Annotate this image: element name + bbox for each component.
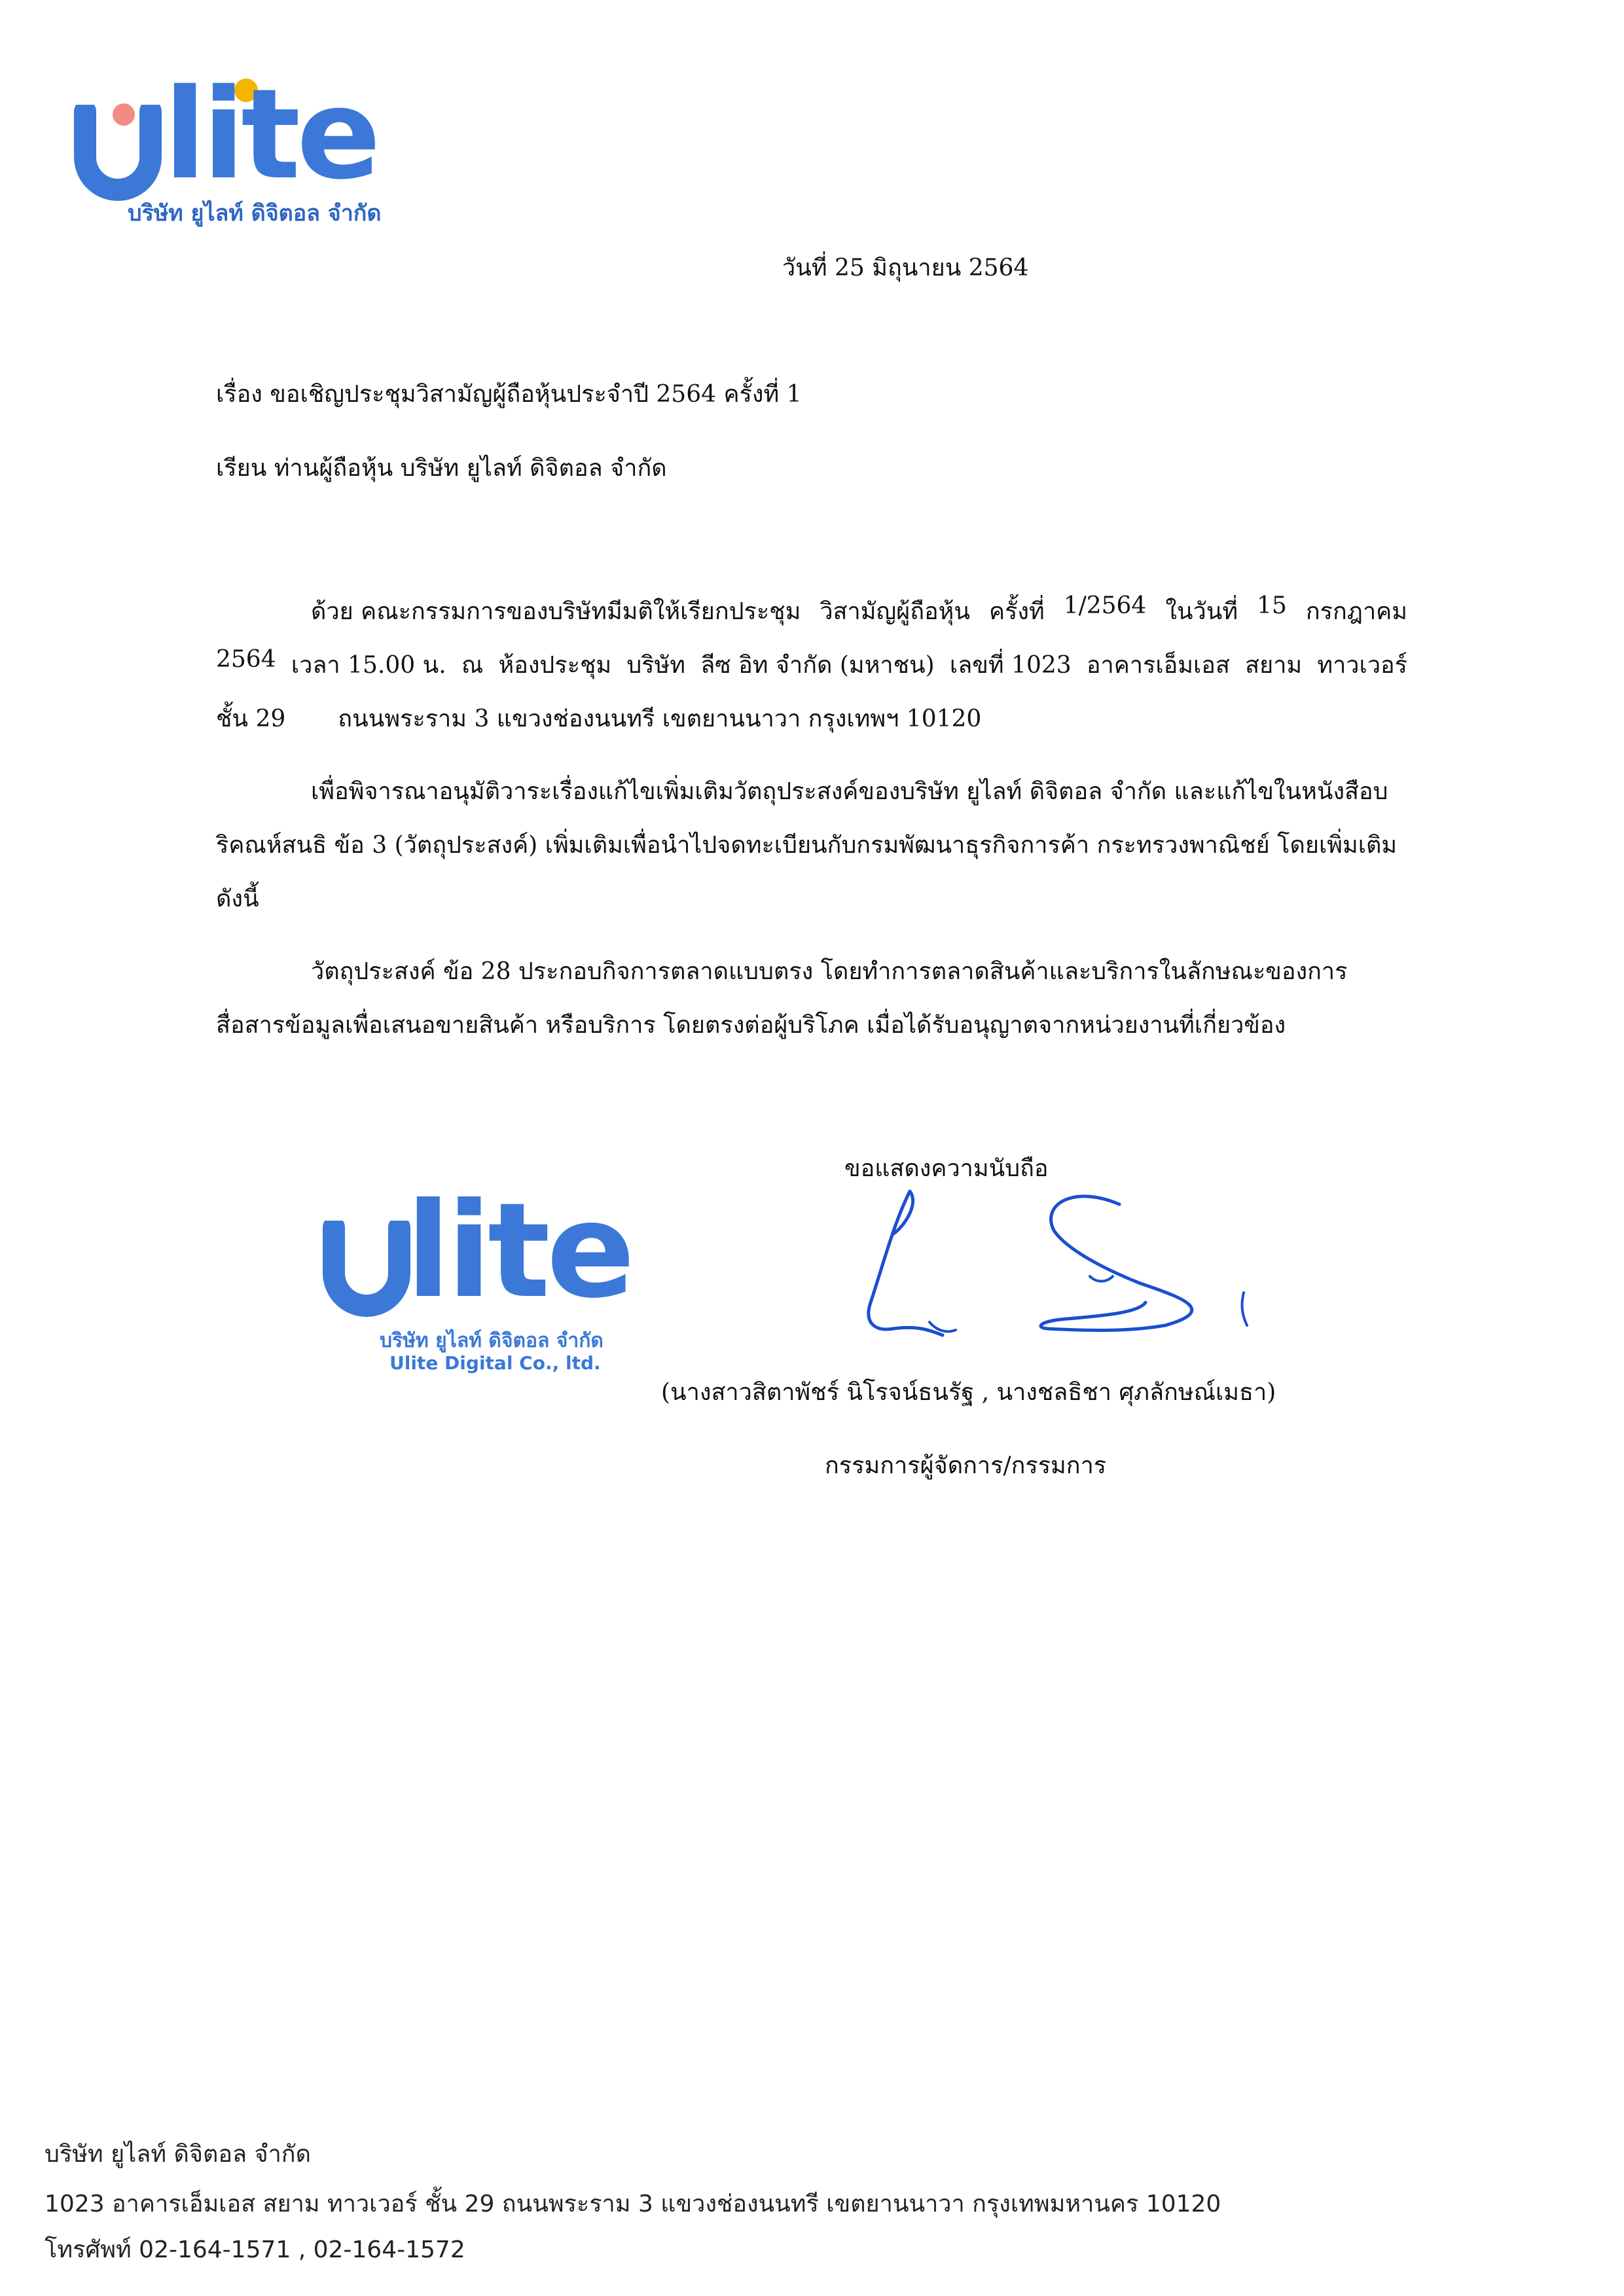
paragraph-line: ริคณห์สนธิ ข้อ 3 (วัตถุประสงค์) เพิ่มเติมเพื่อนำไปจดทะเบียนกับกรมพัฒนาธุรกิจการค้า กระทรวงพาณิชย์ โดยเพิ่มเติม (216, 832, 1398, 859)
text-segment: ลีซ อิท จำกัด (มหาชน) (700, 652, 935, 679)
company-logo-header (72, 62, 399, 229)
paragraph-agenda (216, 772, 1407, 933)
text-segment: อาคารเอ็มเอส (1086, 652, 1230, 679)
paragraph-line: สื่อสารข้อมูลเพื่อเสนอขายสินค้า หรือบริการ โดยตรงต่อผู้บริโภค เมื่อได้รับอนุญาตจากหน่วยงานที่เกี่ยวข้อง (216, 1012, 1286, 1039)
logo-wordmark: lite (164, 62, 377, 207)
text-segment: กรกฎาคม (1305, 598, 1407, 625)
signer-name: (นางสาวสิตาพัชร์ นิโรจน์ธนรัฐ , นางชลธิชา ศุภลักษณ์เมธา) (661, 1379, 1276, 1406)
text-segment: วิสามัญผู้ถือหุ้น (820, 598, 970, 625)
stamp-u-mark (321, 1221, 412, 1319)
text-segment: ครั้งที่ (988, 598, 1045, 625)
stamp-company-en: Ulite Digital Co., ltd. (389, 1352, 601, 1374)
text-segment: สยาม (1245, 652, 1303, 679)
footer-phone: โทรศัพท์ 02-164-1571 , 02-164-1572 (45, 2236, 465, 2263)
signer-title: กรรมการผู้จัดการ/กรรมการ (825, 1452, 1107, 1479)
stamp-company-thai: บริษัท ยูไลท์ ดิจิตอล จำกัด (380, 1329, 604, 1352)
paragraph-objective (216, 952, 1407, 1060)
company-stamp (321, 1175, 661, 1381)
text-segment: เลขที่ 1023 (949, 652, 1072, 679)
letter-subject: เรื่อง ขอเชิญประชุมวิสามัญผู้ถือหุ้นประจำปี 2564 ครั้งที่ 1 (216, 381, 802, 408)
text-segment: ในวันที่ (1165, 598, 1238, 625)
paragraph-line: ดังนี้ (216, 886, 259, 912)
paragraph-line (216, 592, 1407, 646)
text-segment: ห้องประชุม (498, 652, 612, 679)
letter-date: วันที่ 25 มิถุนายน 2564 (782, 255, 1029, 281)
paragraph-line: วัตถุประสงค์ ข้อ 28 ประกอบกิจการตลาดแบบตรง โดยทำการตลาดสินค้าและบริการในลักษณะของการ (311, 958, 1348, 985)
text-segment: ด้วย คณะกรรมการของบริษัทมีมติให้เรียกประชุม (311, 598, 801, 625)
paragraph-line: เพื่อพิจารณาอนุมัติวาระเรื่องแก้ไขเพิ่มเติมวัตถุประสงค์ของบริษัท ยูไลท์ ดิจิตอล จำกัด และแก้ไขในหนังสือบ (311, 778, 1388, 805)
paragraph-line (216, 700, 1407, 753)
text-segment: 15 (1257, 592, 1287, 619)
text-segment: ณ (461, 652, 484, 679)
text-segment: 1/2564 (1063, 592, 1147, 619)
logo-company-thai: บริษัท ยูไลท์ ดิจิตอล จำกัด (128, 200, 382, 226)
paragraph-line (216, 646, 1407, 700)
text-segment: ถนนพระราม 3 แขวงช่องนนทรี เขตยานนาวา กรุงเทพฯ 10120 (338, 706, 982, 732)
footer-address: 1023 อาคารเอ็มเอส สยาม ทาวเวอร์ ชั้น 29 ถนนพระราม 3 แขวงช่องนนทรี เขตยานนาวา กรุงเทพมหานคร 10120 (45, 2191, 1221, 2217)
handwritten-signature (831, 1178, 1276, 1361)
stamp-wordmark: lite (406, 1175, 632, 1327)
letter-recipient: เรียน ท่านผู้ถือหุ้น บริษัท ยูไลท์ ดิจิตอล จำกัด (216, 455, 667, 482)
text-segment: ทาวเวอร์ (1317, 652, 1407, 679)
text-segment: เวลา 15.00 น. (291, 652, 446, 679)
footer-company: บริษัท ยูไลท์ ดิจิตอล จำกัด (45, 2141, 311, 2168)
text-segment: ชั้น 29 (216, 706, 286, 732)
letter-closing: ขอแสดงความนับถือ (844, 1155, 1049, 1182)
text-segment: 2564 (216, 646, 276, 673)
paragraph-meeting-notice (216, 592, 1407, 753)
text-segment: บริษัท (626, 652, 685, 679)
logo-pink-dot (113, 103, 135, 126)
